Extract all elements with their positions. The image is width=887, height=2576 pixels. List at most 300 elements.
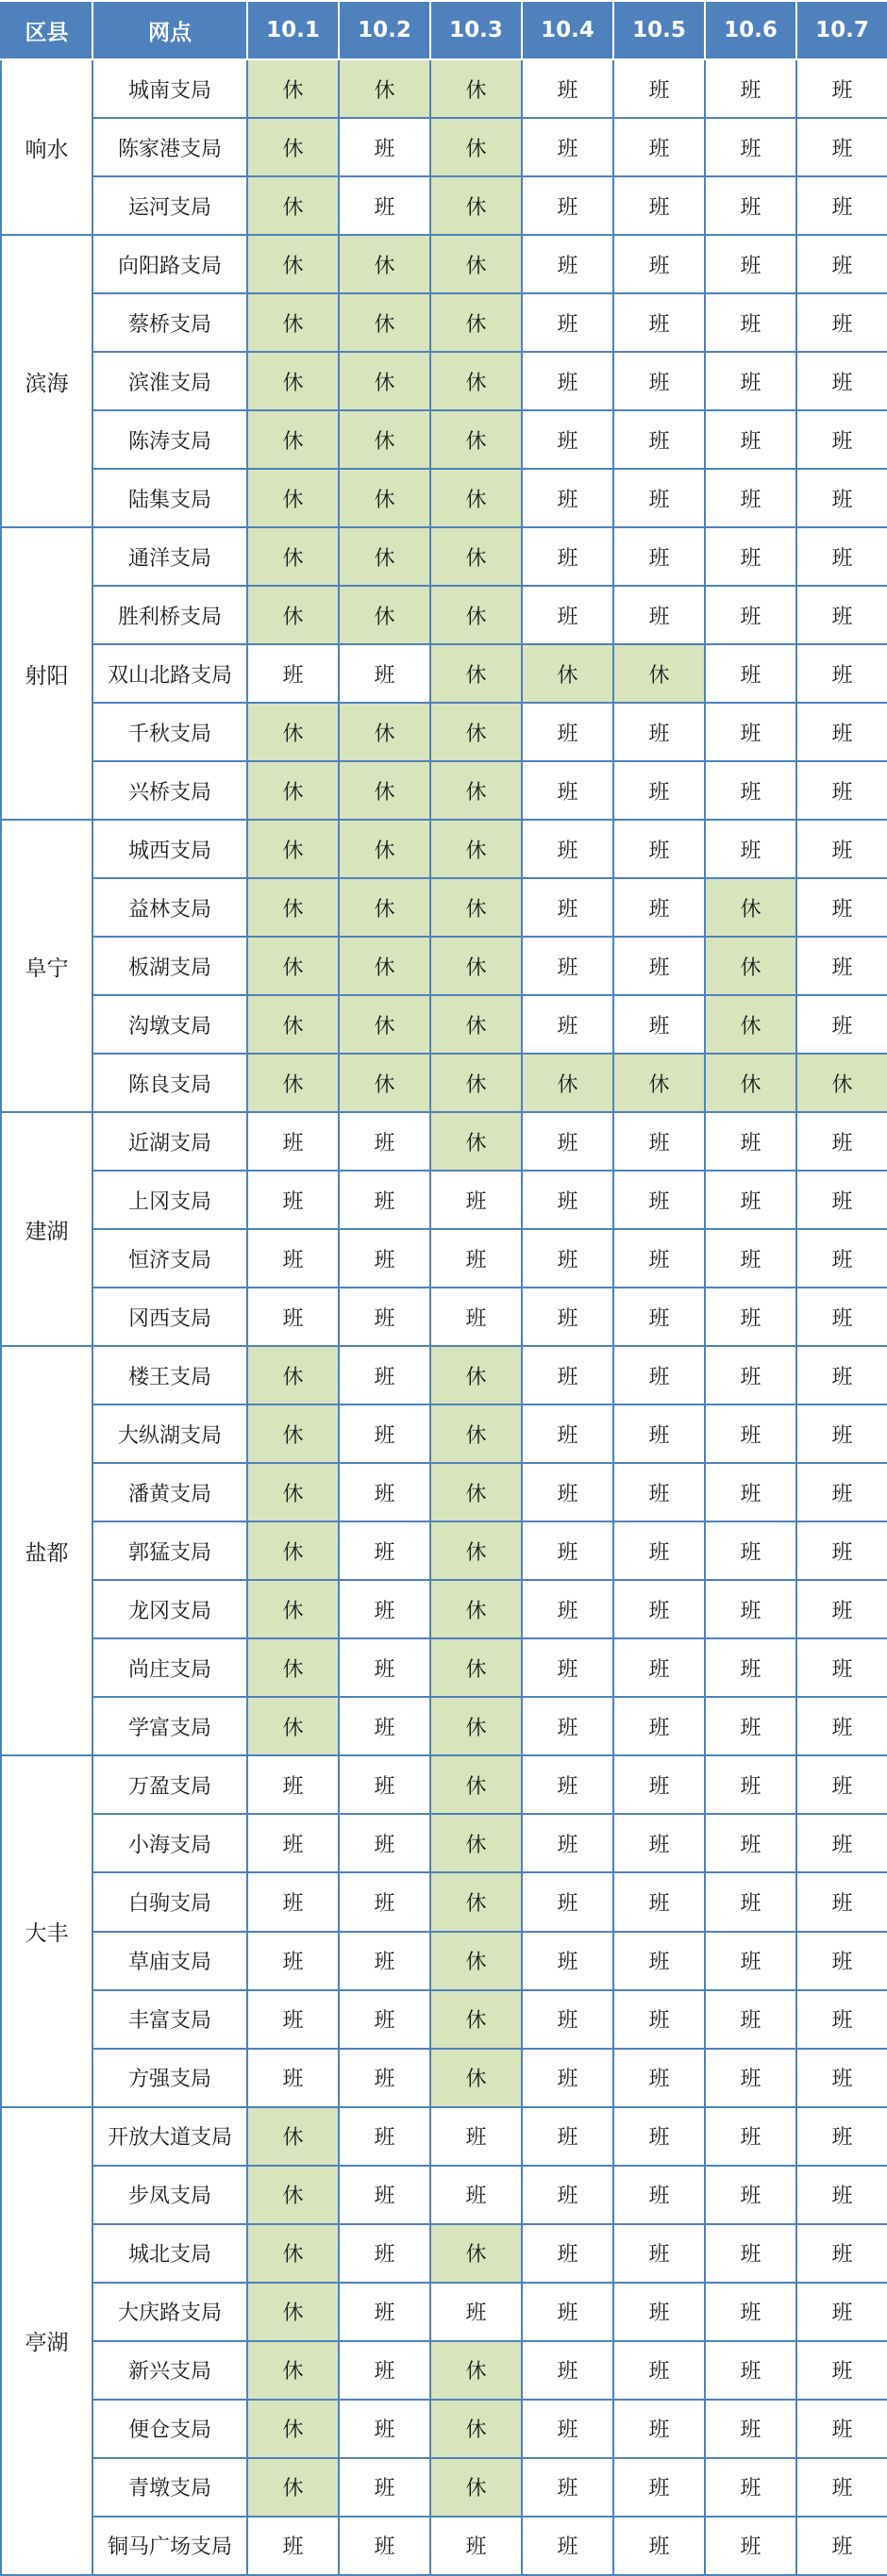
rest-day-cell: 休 [430, 410, 522, 469]
rest-day-cell: 休 [430, 878, 522, 937]
district-cell: 射阳 [1, 527, 92, 820]
work-day-cell: 班 [796, 1346, 887, 1404]
rest-day-cell: 休 [247, 2283, 339, 2341]
work-day-cell: 班 [796, 410, 887, 469]
work-day-cell: 班 [613, 1229, 705, 1288]
work-day-cell: 班 [796, 1814, 887, 1872]
table-row [1, 410, 887, 469]
work-day-cell: 班 [796, 644, 887, 703]
rest-day-cell: 休 [430, 1404, 522, 1463]
work-day-cell: 班 [613, 2400, 705, 2458]
work-day-cell: 班 [705, 1171, 796, 1229]
work-day-cell: 班 [430, 1288, 522, 1346]
district-cell: 滨海 [1, 235, 92, 527]
work-day-cell: 班 [339, 2517, 430, 2575]
branch-cell: 双山北路支局 [92, 644, 247, 703]
work-day-cell: 班 [796, 1521, 887, 1580]
work-day-cell: 班 [613, 235, 705, 293]
work-day-cell: 班 [705, 2517, 796, 2575]
branch-cell: 大纵湖支局 [92, 1404, 247, 1463]
work-day-cell: 班 [613, 1521, 705, 1580]
work-day-cell: 班 [339, 2458, 430, 2517]
rest-day-cell: 休 [247, 2166, 339, 2224]
work-day-cell: 班 [613, 2341, 705, 2400]
rest-day-cell: 休 [339, 59, 430, 118]
branch-cell: 龙冈支局 [92, 1580, 247, 1638]
work-day-cell: 班 [705, 1288, 796, 1346]
table-row [1, 1521, 887, 1580]
work-day-cell: 班 [522, 1463, 613, 1521]
rest-day-cell: 休 [430, 1697, 522, 1755]
work-day-cell: 班 [796, 2107, 887, 2166]
branch-cell: 方强支局 [92, 2049, 247, 2107]
branch-cell: 陆集支局 [92, 469, 247, 527]
work-day-cell: 班 [522, 2049, 613, 2107]
work-day-cell: 班 [522, 1814, 613, 1872]
header-row [1, 1, 887, 59]
work-day-cell: 班 [613, 410, 705, 469]
rest-day-cell: 休 [247, 2107, 339, 2166]
work-day-cell: 班 [613, 469, 705, 527]
work-day-cell: 班 [705, 1229, 796, 1288]
rest-day-cell: 休 [430, 761, 522, 820]
work-day-cell: 班 [796, 352, 887, 410]
table-row [1, 293, 887, 352]
rest-day-cell: 休 [430, 1932, 522, 1990]
work-day-cell: 班 [705, 410, 796, 469]
work-day-cell: 班 [522, 1171, 613, 1229]
work-day-cell: 班 [705, 644, 796, 703]
header-day: 10.7 [796, 1, 887, 59]
work-day-cell: 班 [613, 2107, 705, 2166]
work-day-cell: 班 [613, 293, 705, 352]
work-day-cell: 班 [522, 1521, 613, 1580]
work-day-cell: 班 [796, 1872, 887, 1931]
header-day: 10.2 [339, 1, 430, 59]
work-day-cell: 班 [613, 586, 705, 644]
work-day-cell: 班 [339, 1521, 430, 1580]
work-day-cell: 班 [339, 1638, 430, 1697]
work-day-cell: 班 [522, 2458, 613, 2517]
header-branch: 网点 [92, 1, 247, 59]
branch-cell: 陈家港支局 [92, 118, 247, 176]
work-day-cell: 班 [705, 1463, 796, 1521]
work-day-cell: 班 [705, 2283, 796, 2341]
work-day-cell: 班 [613, 527, 705, 586]
rest-day-cell: 休 [430, 59, 522, 118]
table-row [1, 2166, 887, 2224]
work-day-cell: 班 [339, 1872, 430, 1931]
table-row [1, 820, 887, 878]
work-day-cell: 班 [522, 176, 613, 235]
rest-day-cell: 休 [430, 1521, 522, 1580]
work-day-cell: 班 [339, 2400, 430, 2458]
work-day-cell: 班 [522, 469, 613, 527]
work-day-cell: 班 [522, 1346, 613, 1404]
work-day-cell: 班 [247, 1814, 339, 1872]
work-day-cell: 班 [247, 1229, 339, 1288]
work-day-cell: 班 [430, 2107, 522, 2166]
table-row [1, 1580, 887, 1638]
work-day-cell: 班 [613, 1638, 705, 1697]
work-day-cell: 班 [339, 2224, 430, 2283]
table-row [1, 2283, 887, 2341]
work-day-cell: 班 [247, 2517, 339, 2575]
rest-day-cell: 休 [247, 118, 339, 176]
work-day-cell: 班 [430, 2283, 522, 2341]
work-day-cell: 班 [705, 1872, 796, 1931]
work-day-cell: 班 [247, 1171, 339, 1229]
work-day-cell: 班 [705, 1580, 796, 1638]
work-day-cell: 班 [705, 235, 796, 293]
branch-cell: 陈良支局 [92, 1054, 247, 1112]
work-day-cell: 班 [705, 118, 796, 176]
branch-cell: 丰富支局 [92, 1990, 247, 2049]
work-day-cell: 班 [705, 1521, 796, 1580]
work-day-cell: 班 [705, 761, 796, 820]
work-day-cell: 班 [613, 2166, 705, 2224]
work-day-cell: 班 [339, 1171, 430, 1229]
branch-cell: 近湖支局 [92, 1112, 247, 1171]
work-day-cell: 班 [339, 1580, 430, 1638]
work-day-cell: 班 [522, 703, 613, 761]
work-day-cell: 班 [705, 1755, 796, 1814]
work-day-cell: 班 [796, 586, 887, 644]
rest-day-cell: 休 [430, 2341, 522, 2400]
work-day-cell: 班 [613, 1814, 705, 1872]
branch-cell: 胜利桥支局 [92, 586, 247, 644]
rest-day-cell: 休 [430, 1112, 522, 1171]
work-day-cell: 班 [613, 2458, 705, 2517]
branch-cell: 步凤支局 [92, 2166, 247, 2224]
work-day-cell: 班 [705, 1932, 796, 1990]
rest-day-cell: 休 [430, 118, 522, 176]
work-day-cell: 班 [339, 1990, 430, 2049]
header-district: 区县 [1, 1, 92, 59]
work-day-cell: 班 [522, 2400, 613, 2458]
rest-day-cell: 休 [430, 937, 522, 995]
branch-cell: 益林支局 [92, 878, 247, 937]
work-day-cell: 班 [705, 59, 796, 118]
work-day-cell: 班 [522, 1404, 613, 1463]
table-row [1, 995, 887, 1054]
rest-day-cell: 休 [339, 820, 430, 878]
rest-day-cell: 休 [430, 820, 522, 878]
table-row [1, 644, 887, 703]
work-day-cell: 班 [522, 410, 613, 469]
rest-day-cell: 休 [613, 644, 705, 703]
work-day-cell: 班 [522, 2341, 613, 2400]
rest-day-cell: 休 [247, 761, 339, 820]
work-day-cell: 班 [705, 2049, 796, 2107]
work-day-cell: 班 [247, 1112, 339, 1171]
rest-day-cell: 休 [430, 1638, 522, 1697]
work-day-cell: 班 [796, 995, 887, 1054]
work-day-cell: 班 [796, 703, 887, 761]
work-day-cell: 班 [796, 1463, 887, 1521]
rest-day-cell: 休 [339, 469, 430, 527]
work-day-cell: 班 [522, 1229, 613, 1288]
rest-day-cell: 休 [339, 937, 430, 995]
table-row [1, 59, 887, 118]
rest-day-cell: 休 [430, 1755, 522, 1814]
work-day-cell: 班 [705, 586, 796, 644]
work-day-cell: 班 [796, 2224, 887, 2283]
work-day-cell: 班 [705, 1346, 796, 1404]
work-day-cell: 班 [613, 1171, 705, 1229]
work-day-cell: 班 [796, 2458, 887, 2517]
work-day-cell: 班 [796, 1932, 887, 1990]
rest-day-cell: 休 [430, 527, 522, 586]
table-row [1, 2107, 887, 2166]
work-day-cell: 班 [796, 878, 887, 937]
work-day-cell: 班 [796, 1755, 887, 1814]
work-day-cell: 班 [796, 1112, 887, 1171]
work-day-cell: 班 [522, 937, 613, 995]
work-day-cell: 班 [613, 2049, 705, 2107]
work-day-cell: 班 [705, 2341, 796, 2400]
work-day-cell: 班 [522, 2107, 613, 2166]
work-day-cell: 班 [339, 176, 430, 235]
rest-day-cell: 休 [430, 1463, 522, 1521]
table-row [1, 761, 887, 820]
rest-day-cell: 休 [247, 2458, 339, 2517]
rest-day-cell: 休 [247, 586, 339, 644]
work-day-cell: 班 [522, 1638, 613, 1697]
rest-day-cell: 休 [613, 1054, 705, 1112]
branch-cell: 千秋支局 [92, 703, 247, 761]
work-day-cell: 班 [522, 2283, 613, 2341]
work-day-cell: 班 [247, 1932, 339, 1990]
rest-day-cell: 休 [247, 995, 339, 1054]
rest-day-cell: 休 [339, 878, 430, 937]
table-row [1, 527, 887, 586]
district-cell: 盐都 [1, 1346, 92, 1755]
rest-day-cell: 休 [339, 352, 430, 410]
rest-day-cell: 休 [705, 937, 796, 995]
table-row [1, 2224, 887, 2283]
work-day-cell: 班 [339, 1932, 430, 1990]
work-day-cell: 班 [430, 1171, 522, 1229]
table-row [1, 1463, 887, 1521]
work-day-cell: 班 [705, 1697, 796, 1755]
rest-day-cell: 休 [247, 1404, 339, 1463]
work-day-cell: 班 [796, 820, 887, 878]
rest-day-cell: 休 [705, 878, 796, 937]
rest-day-cell: 休 [705, 1054, 796, 1112]
work-day-cell: 班 [522, 2166, 613, 2224]
work-day-cell: 班 [613, 118, 705, 176]
work-day-cell: 班 [522, 1112, 613, 1171]
rest-day-cell: 休 [339, 1054, 430, 1112]
table-row [1, 2517, 887, 2575]
rest-day-cell: 休 [247, 1580, 339, 1638]
work-day-cell: 班 [796, 118, 887, 176]
work-day-cell: 班 [522, 2517, 613, 2575]
table-row [1, 176, 887, 235]
branch-cell: 学富支局 [92, 1697, 247, 1755]
work-day-cell: 班 [522, 118, 613, 176]
work-day-cell: 班 [796, 761, 887, 820]
rest-day-cell: 休 [339, 235, 430, 293]
work-day-cell: 班 [796, 293, 887, 352]
work-day-cell: 班 [796, 2400, 887, 2458]
rest-day-cell: 休 [247, 703, 339, 761]
table-row [1, 118, 887, 176]
table-row [1, 2458, 887, 2517]
branch-cell: 铜马广场支局 [92, 2517, 247, 2575]
work-day-cell: 班 [339, 1112, 430, 1171]
work-day-cell: 班 [796, 2517, 887, 2575]
work-day-cell: 班 [339, 1346, 430, 1404]
rest-day-cell: 休 [339, 293, 430, 352]
table-row [1, 1112, 887, 1171]
branch-cell: 通洋支局 [92, 527, 247, 586]
work-day-cell: 班 [522, 293, 613, 352]
work-day-cell: 班 [705, 2458, 796, 2517]
branch-cell: 冈西支局 [92, 1288, 247, 1346]
rest-day-cell: 休 [247, 469, 339, 527]
work-day-cell: 班 [796, 469, 887, 527]
district-cell: 大丰 [1, 1755, 92, 2106]
work-day-cell: 班 [613, 1463, 705, 1521]
work-day-cell: 班 [705, 527, 796, 586]
table-row [1, 1171, 887, 1229]
work-day-cell: 班 [613, 1872, 705, 1931]
rest-day-cell: 休 [522, 644, 613, 703]
work-day-cell: 班 [613, 1990, 705, 2049]
branch-cell: 向阳路支局 [92, 235, 247, 293]
work-day-cell: 班 [339, 2049, 430, 2107]
rest-day-cell: 休 [430, 235, 522, 293]
branch-cell: 新兴支局 [92, 2341, 247, 2400]
table-row [1, 2400, 887, 2458]
table-row [1, 235, 887, 293]
work-day-cell: 班 [339, 1755, 430, 1814]
rest-day-cell: 休 [522, 1054, 613, 1112]
work-day-cell: 班 [430, 2166, 522, 2224]
branch-cell: 上冈支局 [92, 1171, 247, 1229]
work-day-cell: 班 [522, 1580, 613, 1638]
work-day-cell: 班 [613, 1112, 705, 1171]
work-day-cell: 班 [705, 2107, 796, 2166]
branch-cell: 万盈支局 [92, 1755, 247, 1814]
rest-day-cell: 休 [247, 1638, 339, 1697]
work-day-cell: 班 [522, 352, 613, 410]
work-day-cell: 班 [705, 176, 796, 235]
table-row [1, 937, 887, 995]
work-day-cell: 班 [613, 937, 705, 995]
table-row [1, 1638, 887, 1697]
work-day-cell: 班 [705, 2166, 796, 2224]
branch-cell: 城南支局 [92, 59, 247, 118]
branch-cell: 尚庄支局 [92, 1638, 247, 1697]
rest-day-cell: 休 [430, 995, 522, 1054]
branch-cell: 城北支局 [92, 2224, 247, 2283]
rest-day-cell: 休 [247, 937, 339, 995]
work-day-cell: 班 [796, 2049, 887, 2107]
rest-day-cell: 休 [430, 2224, 522, 2283]
work-day-cell: 班 [430, 1229, 522, 1288]
branch-cell: 青墩支局 [92, 2458, 247, 2517]
branch-cell: 滨淮支局 [92, 352, 247, 410]
work-day-cell: 班 [796, 1697, 887, 1755]
work-day-cell: 班 [247, 1990, 339, 2049]
branch-cell: 楼王支局 [92, 1346, 247, 1404]
branch-cell: 板湖支局 [92, 937, 247, 995]
work-day-cell: 班 [247, 1755, 339, 1814]
rest-day-cell: 休 [247, 176, 339, 235]
work-day-cell: 班 [522, 527, 613, 586]
rest-day-cell: 休 [247, 1463, 339, 1521]
rest-day-cell: 休 [430, 1054, 522, 1112]
table-row [1, 1872, 887, 1931]
work-day-cell: 班 [613, 352, 705, 410]
work-day-cell: 班 [522, 586, 613, 644]
work-day-cell: 班 [705, 293, 796, 352]
rest-day-cell: 休 [247, 2224, 339, 2283]
rest-day-cell: 休 [339, 527, 430, 586]
work-day-cell: 班 [339, 1814, 430, 1872]
work-day-cell: 班 [613, 2224, 705, 2283]
work-day-cell: 班 [796, 2341, 887, 2400]
work-day-cell: 班 [796, 937, 887, 995]
rest-day-cell: 休 [430, 176, 522, 235]
work-day-cell: 班 [522, 1288, 613, 1346]
work-day-cell: 班 [339, 2341, 430, 2400]
table-body [1, 59, 887, 2575]
work-day-cell: 班 [796, 1229, 887, 1288]
rest-day-cell: 休 [247, 2341, 339, 2400]
table-row [1, 586, 887, 644]
rest-day-cell: 休 [247, 352, 339, 410]
work-day-cell: 班 [613, 1932, 705, 1990]
branch-cell: 便仓支局 [92, 2400, 247, 2458]
work-day-cell: 班 [613, 1404, 705, 1463]
table-row [1, 1814, 887, 1872]
work-day-cell: 班 [522, 1755, 613, 1814]
work-day-cell: 班 [522, 761, 613, 820]
work-day-cell: 班 [522, 1990, 613, 2049]
work-day-cell: 班 [613, 59, 705, 118]
work-day-cell: 班 [522, 878, 613, 937]
table-row [1, 1288, 887, 1346]
work-day-cell: 班 [339, 2166, 430, 2224]
work-day-cell: 班 [613, 820, 705, 878]
table-row [1, 2341, 887, 2400]
branch-cell: 沟墩支局 [92, 995, 247, 1054]
rest-day-cell: 休 [430, 352, 522, 410]
work-day-cell: 班 [339, 1229, 430, 1288]
branch-cell: 蔡桥支局 [92, 293, 247, 352]
work-day-cell: 班 [247, 2049, 339, 2107]
work-day-cell: 班 [705, 703, 796, 761]
work-day-cell: 班 [613, 703, 705, 761]
rest-day-cell: 休 [247, 878, 339, 937]
work-day-cell: 班 [339, 1697, 430, 1755]
work-day-cell: 班 [613, 2283, 705, 2341]
work-day-cell: 班 [522, 995, 613, 1054]
work-day-cell: 班 [705, 2400, 796, 2458]
work-day-cell: 班 [796, 2283, 887, 2341]
work-day-cell: 班 [705, 1112, 796, 1171]
table-row [1, 1697, 887, 1755]
work-day-cell: 班 [796, 1580, 887, 1638]
table-row [1, 1990, 887, 2049]
work-day-cell: 班 [613, 1580, 705, 1638]
branch-cell: 陈涛支局 [92, 410, 247, 469]
work-day-cell: 班 [796, 59, 887, 118]
